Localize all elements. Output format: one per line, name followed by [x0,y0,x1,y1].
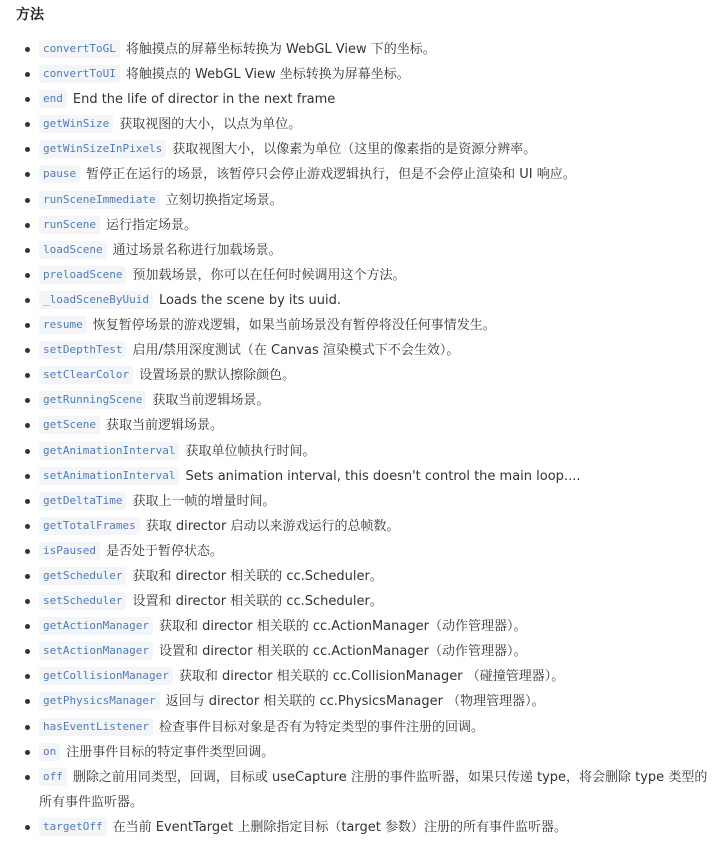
method-description: 获取和 director 相关联的 cc.ActionManager（动作管理器）。 [158,619,527,635]
method-item-get-scheduler [14,564,720,589]
bullet-icon [25,775,30,780]
bullet-icon [25,599,30,604]
bullet-icon [25,273,30,278]
method-name-link[interactable]: on [39,743,60,761]
method-name-link[interactable]: isPaused [39,542,100,560]
method-item-convert-to-g-l [14,37,720,62]
method-item-get-total-frames [14,514,720,539]
method-name-link[interactable]: setActionManager [39,642,153,660]
method-item-set-action-manager [14,639,720,664]
method-item-resume [14,313,720,338]
method-item-off [14,765,719,815]
method-description: 启用/禁用深度测试（在 Canvas 渲染模式下不会生效）。 [132,343,460,359]
method-name-link[interactable]: end [39,90,67,108]
method-name-link[interactable]: getScheduler [39,567,126,585]
method-description: 检查事件目标对象是否有为特定类型的事件注册的回调。 [158,719,484,735]
method-item-set-depth-test [14,338,720,363]
method-description: 获取上一帧的增量时间。 [132,493,276,509]
method-name-link[interactable]: resume [39,316,87,334]
method-item-preload-scene [14,263,720,288]
method-description: 获取单位帧执行时间。 [185,443,316,459]
method-description: End the life of director in the next frame [72,92,336,108]
method-description: Sets animation interval, this doesn't control the main loop.... [185,468,581,484]
method-item-set-animation-interval [14,464,720,489]
bullet-icon [25,549,30,554]
method-item-run-scene [14,213,720,238]
bullet-icon [25,348,30,353]
bullet-icon [25,198,30,203]
bullet-icon [25,423,30,428]
method-name-link[interactable]: setClearColor [39,366,133,384]
bullet-icon [25,725,30,730]
method-item-get-animation-interval [14,439,720,464]
method-name-link[interactable]: convertToUI [39,65,120,83]
bullet-icon [25,398,30,403]
method-name-link[interactable]: setScheduler [39,592,126,610]
method-name-link[interactable]: getScene [39,416,100,434]
method-description: 暂停正在运行的场景，该暂停只会停止游戏逻辑执行，但是不会停止渲染和 UI 响应。 [86,167,576,183]
method-name-link[interactable]: getWinSize [39,115,113,133]
method-name-link[interactable]: runScene [39,216,100,234]
method-item-get-collision-manager [14,664,720,689]
method-item-is-paused [14,539,720,564]
method-item-load-scene [14,238,720,263]
method-description: 将触摸点的 WebGL View 坐标转换为屏幕坐标。 [125,67,410,83]
method-item-set-clear-color [14,363,720,388]
method-item-pause [14,162,720,187]
method-name-link[interactable]: runSceneImmediate [39,191,160,209]
bullet-icon [25,474,30,479]
method-item-has-event-listener [14,715,720,740]
bullet-icon [25,323,30,328]
bullet-icon [25,373,30,378]
method-item-get-delta-time [14,489,720,514]
method-description: 获取视图的大小，以点为单位。 [119,117,302,133]
method-name-link[interactable]: getRunningScene [39,391,146,409]
method-item-on [14,740,720,765]
method-name-link[interactable]: _loadSceneByUuid [39,291,153,309]
method-name-link[interactable]: getWinSizeInPixels [39,140,166,158]
method-name-link[interactable]: convertToGL [39,40,120,58]
method-description: 获取和 director 相关联的 cc.Scheduler。 [132,568,383,584]
bullet-icon [25,499,30,504]
method-item-get-action-manager [14,614,720,639]
bullet-icon [25,298,30,303]
bullet-icon [25,97,30,102]
bullet-icon [25,825,30,830]
method-description: 注册事件目标的特定事件类型回调。 [66,744,275,760]
method-item-set-scheduler [14,589,720,614]
method-description: 是否处于暂停状态。 [105,543,223,559]
method-item-get-scene [14,413,720,438]
method-description: 将触摸点的屏幕坐标转换为 WebGL View 下的坐标。 [125,42,436,57]
method-description: 获取视图大小，以像素为单位（这里的像素指的是资源分辨率。 [172,142,537,158]
method-name-link[interactable]: hasEventListener [39,718,153,736]
section-title: 方法 [16,7,44,23]
method-description: 在当前 EventTarget 上删除指定目标（target 参数）注册的所有事件监听器。 [112,819,567,835]
bullet-icon [25,147,30,152]
bullet-icon [25,674,30,679]
bullet-icon [25,122,30,127]
bullet-icon [25,624,30,629]
method-name-link[interactable]: pause [39,165,80,183]
bullet-icon [25,649,30,654]
method-name-link[interactable]: getTotalFrames [39,517,140,535]
method-description: 运行指定场景。 [105,217,197,233]
bullet-icon [25,750,30,755]
method-name-link[interactable]: getCollisionManager [39,667,173,685]
method-item-get-physics-manager [14,689,720,714]
method-name-link[interactable]: off [39,768,67,786]
bullet-icon [25,223,30,228]
method-description: 返回与 director 相关联的 cc.PhysicsManager （物理管理器）。 [165,694,545,710]
method-item-load-scene-by-uuid [14,288,720,313]
method-name-link[interactable]: targetOff [39,818,107,836]
bullet-icon [25,248,30,253]
bullet-icon [25,524,30,529]
method-description: 删除之前用同类型，回调，目标或 useCapture 注册的事件监听器，如果只传递 type，将会删除 type 类型的所有事件监听器。 [39,769,708,810]
method-item-convert-to-u-i [14,62,720,87]
method-item-get-win-size [14,112,720,137]
bullet-icon [25,449,30,454]
method-name-link[interactable]: preloadScene [39,266,126,284]
method-description: 设置场景的默认擦除颜色。 [139,368,296,384]
method-item-get-win-size-in-pixels [14,137,720,162]
bullet-icon [25,47,30,52]
method-name-link[interactable]: getAnimationInterval [39,442,179,460]
method-description: 立刻切换指定场景。 [165,192,283,208]
method-name-link[interactable]: getPhysicsManager [39,692,160,710]
bullet-icon [25,574,30,579]
method-description: 设置和 director 相关联的 cc.Scheduler。 [132,594,383,610]
method-description: 获取 director 启动以来游戏运行的总帧数。 [145,518,400,534]
method-description: 设置和 director 相关联的 cc.ActionManager（动作管理器）。 [158,644,527,660]
method-name-link[interactable]: setDepthTest [39,341,126,359]
method-list [14,37,720,840]
method-description: Loads the scene by its uuid. [158,292,341,308]
method-name-link[interactable]: loadScene [39,241,107,259]
method-description: 获取当前逻辑场景。 [105,418,223,434]
method-description: 预加载场景，你可以在任何时候调用这个方法。 [132,267,406,283]
method-item-get-running-scene [14,388,720,413]
method-description: 通过场景名称进行加载场景。 [112,242,282,258]
method-description: 恢复暂停场景的游戏逻辑，如果当前场景没有暂停将没任何事情发生。 [92,318,496,334]
method-description: 获取和 director 相关联的 cc.CollisionManager （碰撞管理器）。 [178,669,565,685]
method-name-link[interactable]: getActionManager [39,617,153,635]
method-name-link[interactable]: getDeltaTime [39,492,126,510]
method-item-end [14,87,720,112]
bullet-icon [25,72,30,77]
method-name-link[interactable]: setAnimationInterval [39,467,179,485]
method-item-run-scene-immediate [14,188,720,213]
method-item-target-off [14,815,720,840]
method-description: 获取当前逻辑场景。 [152,393,270,409]
bullet-icon [25,699,30,704]
bullet-icon [25,172,30,177]
